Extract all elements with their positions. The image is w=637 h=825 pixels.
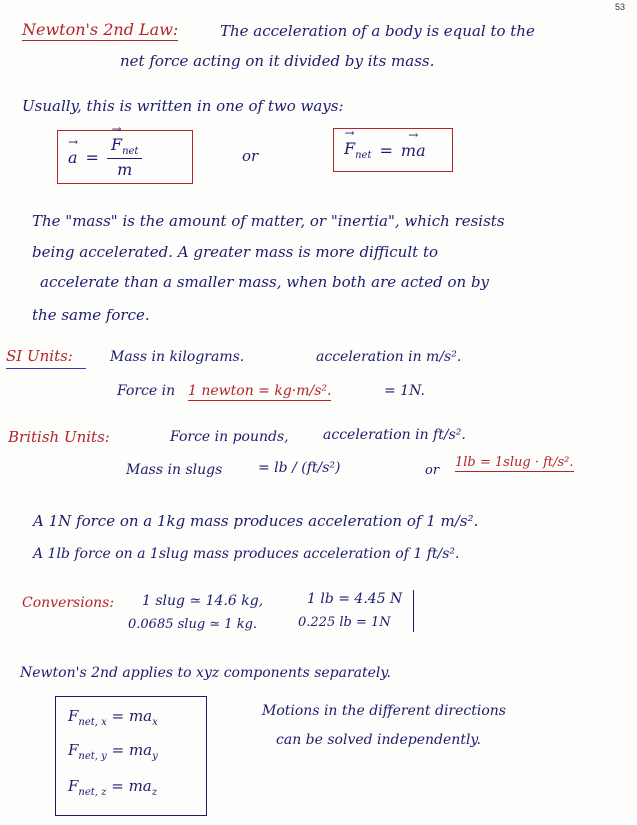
equation-f-equals-ma [333, 128, 453, 172]
x-accel-subscript: x [152, 717, 158, 728]
independence-note-line-2: can be solved independently. [276, 732, 481, 748]
vector-f: → F [344, 139, 355, 158]
conversion-lb-n: 1 lb = 4.45 N [307, 591, 403, 607]
equals-sign: = [111, 741, 125, 759]
conversion-n-lb: 0.225 lb = 1N [298, 615, 391, 630]
usually-text: Usually, this is written in one of two ways: [22, 97, 344, 115]
equals-sign: = [379, 140, 393, 160]
si-units-label: SI Units: [6, 347, 86, 369]
example-pound: A 1lb force on a 1slug mass produces acceleration of 1 ft/s². [33, 546, 460, 562]
fraction-numerator [107, 135, 143, 159]
equation-z [68, 777, 157, 798]
si-mass: Mass in kilograms. [110, 349, 245, 365]
components-intro: Newton's 2nd applies to xyz components separately. [20, 665, 391, 681]
f-net [344, 139, 372, 161]
si-equals-1n: = 1N. [384, 383, 425, 399]
definition-line-2: net force acting on it divided by its mass. [120, 52, 435, 70]
equals-sign: = [111, 777, 124, 795]
vector-ma: → ma [401, 141, 426, 160]
newton-heading: Newton's 2nd Law: [22, 20, 179, 39]
mass-paragraph-line-1: The "mass" is the amount of matter, or "inertia", which resists [32, 212, 505, 230]
british-acceleration: acceleration in ft/s². [323, 427, 466, 443]
conversion-kg-slug: 0.0685 slug ≃ 1 kg. [128, 617, 258, 632]
conversion-bracket [413, 590, 414, 632]
british-units-label: British Units: [8, 428, 110, 446]
force-symbol: F [68, 777, 79, 795]
page-number: 53 [614, 2, 625, 12]
equation-x [68, 707, 158, 728]
force-symbol: F [68, 741, 79, 759]
mass-paragraph-line-4: the same force. [32, 306, 150, 324]
si-force-prefix: Force in [117, 383, 176, 399]
mass-paragraph-line-2: being accelerated. A greater mass is more difficult to [32, 243, 438, 261]
vector-f: → F [111, 135, 122, 154]
independence-note-line-1: Motions in the different directions [262, 703, 506, 719]
ma-term: ma [128, 741, 153, 759]
british-or: or [425, 463, 440, 478]
equation-a-equals-f-over-m [57, 130, 193, 184]
y-subscript: net, y [78, 751, 107, 762]
mass-paragraph-line-3: accelerate than a smaller mass, when both are acted on by [40, 273, 490, 291]
y-accel-subscript: y [152, 751, 158, 762]
british-mass-equation: = lb / (ft/s²) [258, 460, 341, 476]
net-subscript: net [122, 146, 139, 158]
equation-y [68, 741, 158, 762]
definition-line-1: The acceleration of a body is equal to the [220, 22, 535, 40]
conversions-label: Conversions: [22, 595, 115, 611]
si-newton-definition: 1 newton = kg·m/s². [188, 383, 332, 399]
british-mass: Mass in slugs [126, 462, 223, 478]
x-subscript: net, x [78, 717, 107, 728]
component-equations-box [55, 696, 207, 816]
vector-a: → a [68, 148, 78, 167]
force-symbol: F [68, 707, 79, 725]
ma-term: ma [128, 777, 152, 795]
equals-sign: = [111, 707, 125, 725]
conversion-slug-kg: 1 slug ≃ 14.6 kg, [142, 593, 264, 609]
example-newton: A 1N force on a 1kg mass produces acceleration of 1 m/s². [33, 512, 479, 530]
si-acceleration: acceleration in m/s². [316, 349, 462, 365]
ma-term: ma [128, 707, 153, 725]
net-subscript: net [355, 150, 372, 162]
pound-definition: 1lb = 1slug · ft/s². [455, 455, 574, 470]
british-force: Force in pounds, [170, 429, 289, 445]
or-label: or [242, 147, 259, 165]
z-subscript: net, z [78, 787, 107, 798]
fraction-denominator: m [117, 160, 133, 180]
z-accel-subscript: z [151, 787, 158, 798]
fraction [107, 135, 143, 179]
equals-sign: = [85, 147, 99, 167]
